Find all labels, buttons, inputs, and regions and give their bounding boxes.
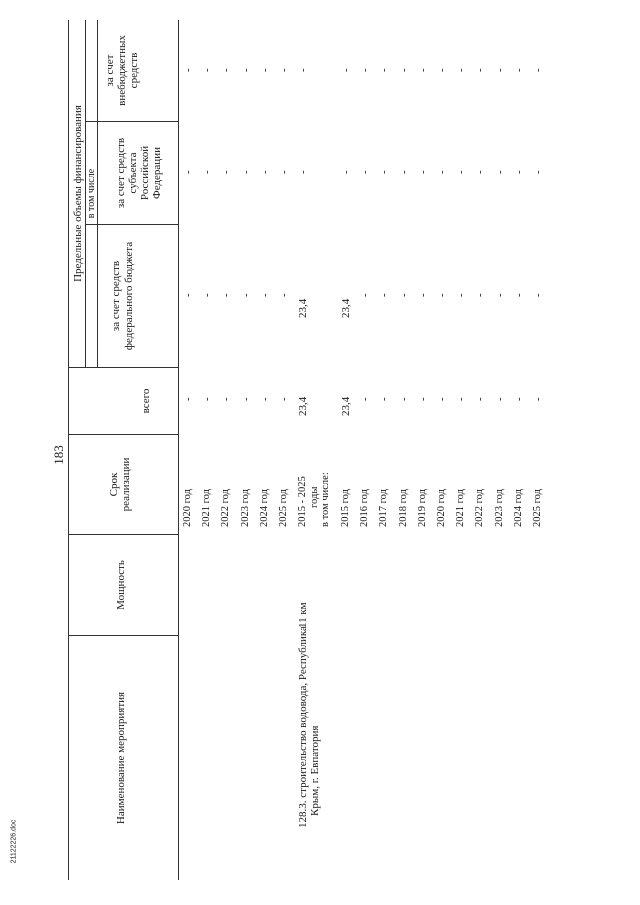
row-extra: - (278, 68, 290, 72)
row-total: 23,4 (340, 396, 352, 416)
row-period: 2024 год (512, 489, 524, 527)
row-extra: - (397, 68, 410, 72)
row-subject: - (359, 170, 372, 174)
row-period: 2019 год (416, 489, 428, 527)
item-period-line1: 2015 - 2025 (297, 476, 308, 527)
row-extra: - (359, 68, 372, 72)
row-total: - (278, 397, 290, 401)
row-total: - (182, 397, 194, 401)
row-period: 2025 год (532, 489, 543, 527)
row-extra: - (239, 68, 252, 72)
row-subject: - (201, 170, 214, 174)
row-period: 2025 год (278, 489, 289, 527)
item-extra: - (297, 68, 309, 72)
item-federal: 23,4 (297, 298, 309, 318)
row-federal: - (182, 293, 194, 297)
row-extra: - (220, 68, 233, 72)
row-extra: - (512, 68, 525, 72)
header-period-line2: реализации (120, 457, 132, 512)
row-subject: - (416, 170, 429, 174)
row-extra: - (436, 68, 448, 72)
row-federal: - (474, 293, 487, 297)
row-subject: - (532, 170, 544, 174)
header-funding: Предельные объемы финансирования (72, 105, 84, 282)
item-name-line2: Крым, г. Евпатория (309, 725, 321, 816)
row-federal: - (455, 293, 468, 297)
header-extra-line2: внебюджетных (116, 35, 128, 106)
row-period: 2023 год (239, 489, 251, 527)
header-federal-line2: федерального бюджета (123, 241, 135, 351)
item-name-line1: 128.3. строительство водовода, Республика (297, 626, 309, 828)
row-extra: - (340, 68, 352, 72)
row-federal: - (436, 293, 448, 297)
row-federal: - (532, 293, 544, 297)
item-total: 23,4 (297, 396, 309, 416)
row-extra: - (182, 68, 194, 72)
header-subject-line2: субъекта (127, 152, 139, 194)
header-extra-line3: средств (128, 52, 140, 89)
row-total: - (397, 397, 410, 401)
header-subject-line4: Федерации (151, 147, 163, 199)
row-extra: - (378, 68, 391, 72)
row-federal: 23,4 (340, 298, 352, 318)
row-total: - (258, 397, 271, 401)
row-extra: - (258, 68, 271, 72)
row-subject: - (239, 170, 252, 174)
row-federal: - (258, 293, 271, 297)
row-subject: - (258, 170, 271, 174)
row-subject: - (378, 170, 391, 174)
item-period-line2: годы (309, 486, 320, 508)
row-extra: - (416, 68, 429, 72)
row-period: 2022 год (220, 489, 232, 527)
row-total: - (455, 397, 468, 401)
header-name: Наименование мероприятия (115, 691, 127, 825)
table-page (30, 20, 595, 880)
header-including: в том числе (86, 168, 97, 219)
row-federal: - (378, 293, 391, 297)
header-bottom-rule (178, 20, 179, 880)
row-total: - (201, 397, 214, 401)
row-total: - (532, 397, 544, 401)
row-extra: - (201, 68, 214, 72)
row-subject: - (397, 170, 410, 174)
row-federal: - (220, 293, 233, 297)
row-federal: - (397, 293, 410, 297)
row-subject: - (493, 170, 506, 174)
row-extra: - (532, 68, 544, 72)
row-total: - (220, 397, 233, 401)
row-period: 2018 год (397, 489, 409, 527)
row-total: - (239, 397, 252, 401)
row-federal: - (359, 293, 372, 297)
row-period: 2023 год (493, 489, 505, 527)
row-federal: - (278, 293, 290, 297)
row-extra: - (493, 68, 506, 72)
header-subject-line3: Российской (139, 145, 151, 201)
header-extra-line1: за счет (104, 54, 116, 87)
row-period: 2024 год (258, 489, 270, 527)
row-total: - (474, 397, 487, 401)
row-total: - (359, 397, 372, 401)
header-period-line1: Срок (108, 472, 120, 497)
header-total: всего (140, 388, 152, 414)
row-federal: - (512, 293, 525, 297)
row-subject: - (278, 170, 290, 174)
row-period: 2020 год (182, 489, 193, 527)
row-federal: - (201, 293, 214, 297)
row-total: - (493, 397, 506, 401)
row-subject: - (436, 170, 448, 174)
row-period: 2016 год (359, 489, 371, 527)
item-subject: - (297, 170, 309, 174)
row-total: - (416, 397, 429, 401)
row-period: 2017 год (378, 489, 390, 527)
row-federal: - (416, 293, 429, 297)
row-period: 2020 год (436, 489, 447, 527)
row-period: 2021 год (455, 489, 467, 527)
row-extra: - (455, 68, 468, 72)
row-federal: - (493, 293, 506, 297)
item-capacity: 11 км (297, 602, 309, 628)
document-code: 21122226.doc (10, 819, 18, 864)
row-subject: - (182, 170, 194, 174)
row-subject: - (474, 170, 487, 174)
header-federal-line1: за счет средств (110, 260, 122, 332)
row-extra: - (474, 68, 487, 72)
row-subject: - (340, 170, 352, 174)
row-total: - (436, 397, 448, 401)
col-divider-federal (68, 367, 178, 368)
row-subject: - (220, 170, 233, 174)
page-number: 183 (50, 445, 66, 465)
row-period: 2021 год (201, 489, 213, 527)
header-subject-line1: за счет средств (115, 137, 127, 209)
row-total: - (512, 397, 525, 401)
row-federal: - (239, 293, 252, 297)
item-including-label: в том числе: (320, 472, 331, 527)
header-capacity: Мощность (115, 560, 127, 610)
row-period: 2022 год (474, 489, 486, 527)
header-top-rule (68, 20, 69, 880)
row-period: 2015 год (340, 489, 351, 527)
row-subject: - (512, 170, 525, 174)
row-subject: - (455, 170, 468, 174)
row-total: - (378, 397, 391, 401)
